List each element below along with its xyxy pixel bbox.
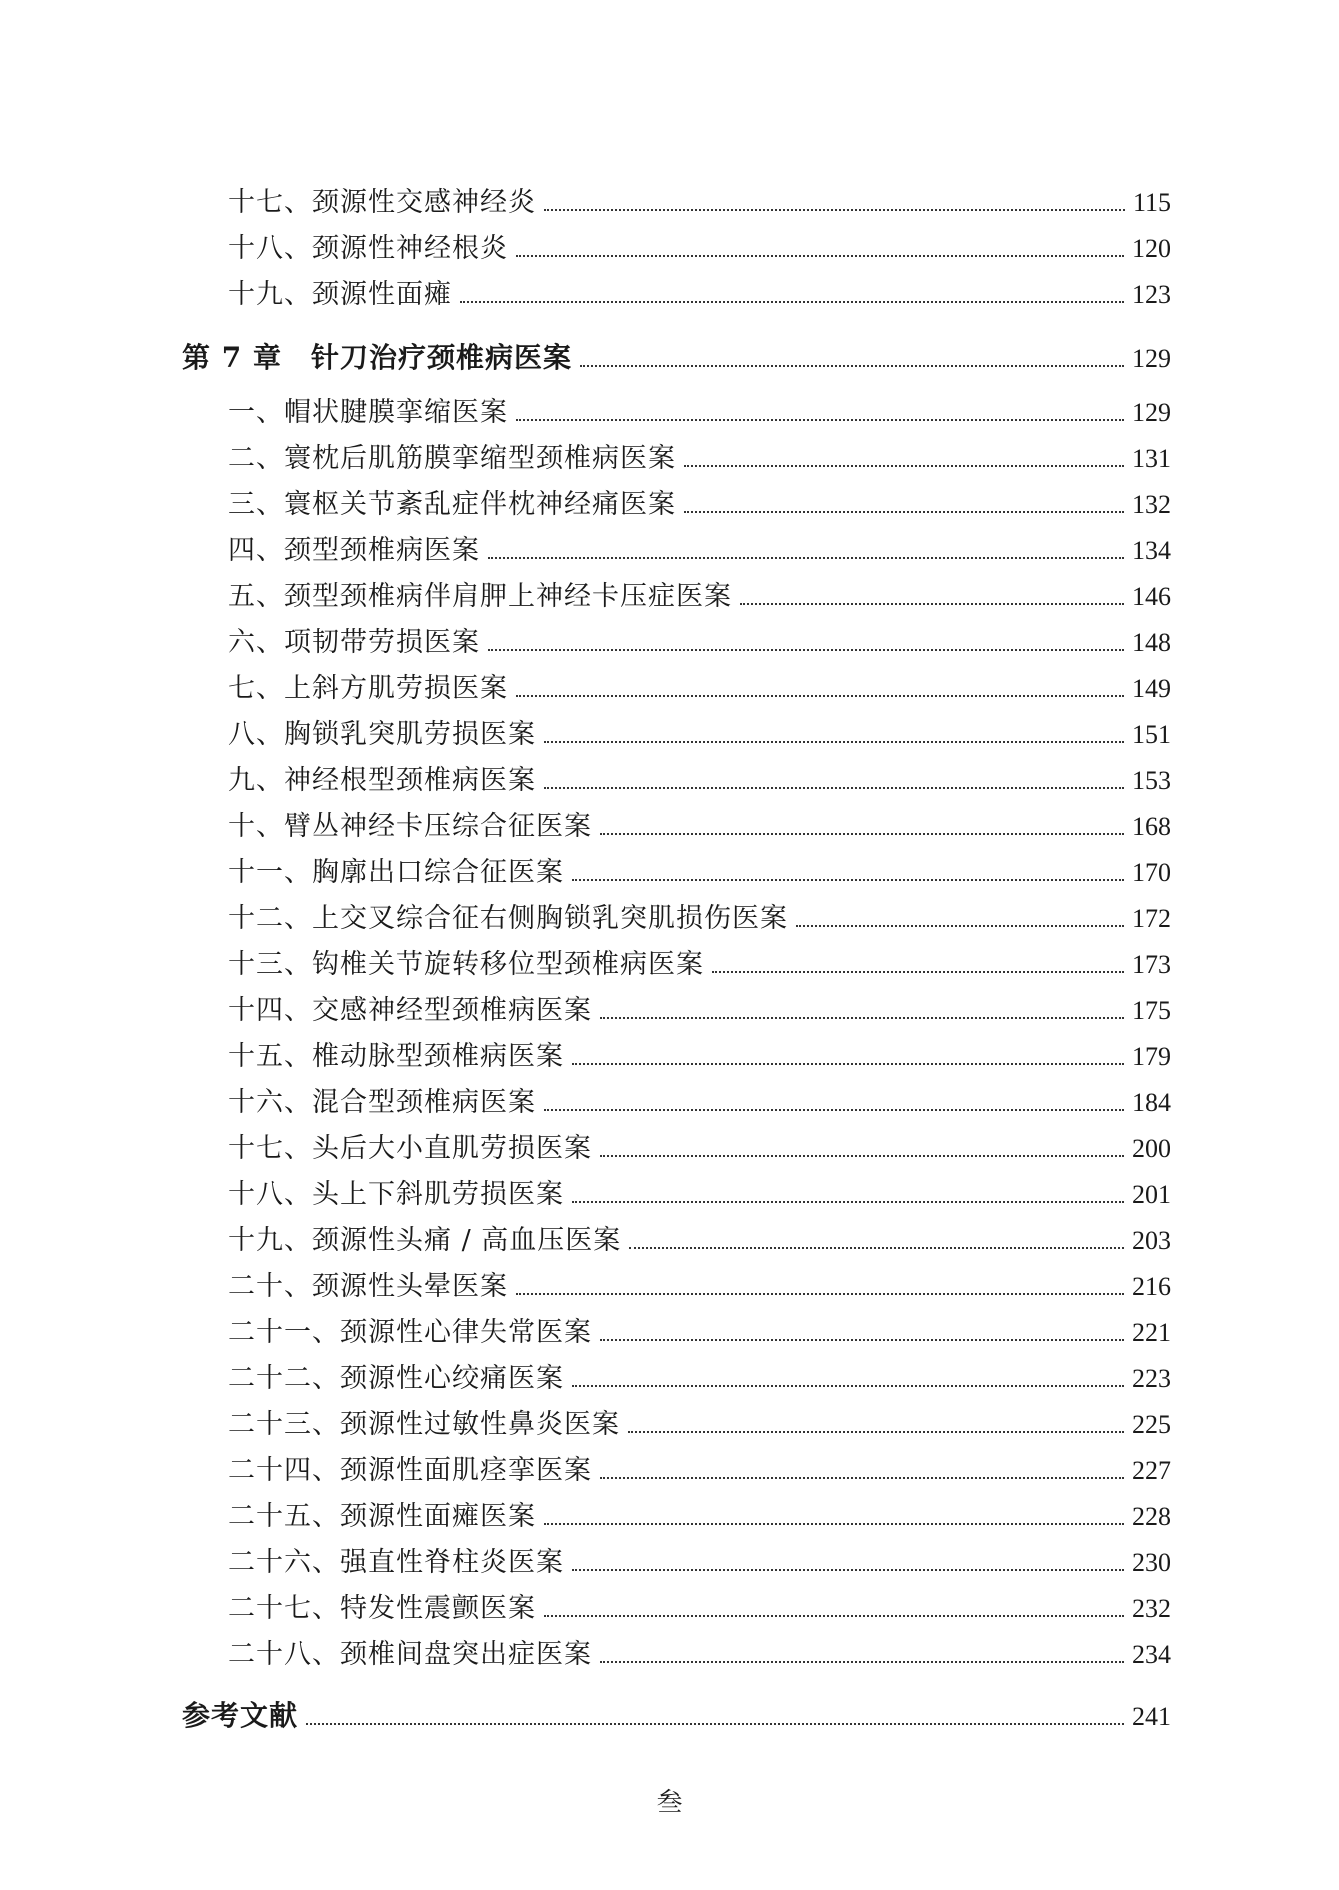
toc-entry-page: 200 [1132, 1134, 1171, 1163]
toc-entry-title: 八、胸锁乳突肌劳损医案 [228, 719, 536, 750]
references-title: 参考文献 [182, 1699, 299, 1732]
toc-entry-title: 十八、颈源性神经根炎 [228, 233, 508, 264]
toc-entry [228, 1407, 1171, 1443]
toc-entry [228, 1545, 1171, 1581]
toc-entry [228, 1637, 1171, 1673]
toc-entry [228, 185, 1171, 221]
toc-entry [228, 487, 1171, 523]
dot-leader [306, 1723, 1124, 1725]
toc-entry-title: 十、臂丛神经卡压综合征医案 [228, 811, 592, 842]
dot-leader [544, 209, 1125, 211]
toc-entry-title: 二十二、颈源性心绞痛医案 [228, 1363, 564, 1394]
toc-entry-title: 二十四、颈源性面肌痉挛医案 [228, 1455, 592, 1486]
toc-entry-page: 227 [1132, 1456, 1171, 1485]
toc-entry-title: 十九、颈源性面瘫 [228, 279, 452, 310]
toc-entry [228, 1223, 1171, 1259]
toc-entry-page: 134 [1132, 536, 1171, 565]
toc-entry-title: 六、项韧带劳损医案 [228, 627, 480, 658]
toc-entry-page: 153 [1132, 766, 1171, 795]
toc-entry-title: 十七、颈源性交感神经炎 [228, 187, 536, 218]
toc-entry [228, 1361, 1171, 1397]
toc-entry-title: 二十五、颈源性面瘫医案 [228, 1501, 536, 1532]
toc-entry-page: 203 [1132, 1226, 1171, 1255]
dot-leader [572, 1385, 1124, 1387]
toc-entry-page: 228 [1132, 1502, 1171, 1531]
toc-entry-page: 120 [1132, 234, 1171, 263]
toc-entry [228, 395, 1171, 431]
toc-entry-title: 十六、混合型颈椎病医案 [228, 1087, 536, 1118]
toc-entry [228, 231, 1171, 267]
toc-entry-title: 十九、颈源性头痛 / 高血压医案 [228, 1225, 622, 1256]
toc-entry-page: 232 [1132, 1594, 1171, 1623]
toc-entry [228, 717, 1171, 753]
dot-leader [516, 695, 1124, 697]
toc-references-heading [182, 1698, 1171, 1735]
toc-entry-page: 234 [1132, 1640, 1171, 1669]
dot-leader [572, 1063, 1124, 1065]
toc-entry [228, 855, 1171, 891]
toc-entry-title: 二十六、强直性脊柱炎医案 [228, 1547, 564, 1578]
references-page: 241 [1132, 1702, 1171, 1731]
toc-entry-page: 230 [1132, 1548, 1171, 1577]
dot-leader [544, 787, 1124, 789]
toc-entry-title: 四、颈型颈椎病医案 [228, 535, 480, 566]
toc-entry-title: 二十一、颈源性心律失常医案 [228, 1317, 592, 1348]
toc-entry-page: 225 [1132, 1410, 1171, 1439]
toc-entry-title: 十八、头上下斜肌劳损医案 [228, 1179, 564, 1210]
toc-entry-title: 十四、交感神经型颈椎病医案 [228, 995, 592, 1026]
toc-entry-title: 七、上斜方肌劳损医案 [228, 673, 508, 704]
toc-entry-page: 173 [1132, 950, 1171, 979]
toc-entry-title: 十三、钩椎关节旋转移位型颈椎病医案 [228, 949, 704, 980]
toc-chapter-heading [182, 340, 1171, 377]
toc-entry-title: 十二、上交叉综合征右侧胸锁乳突肌损伤医案 [228, 903, 788, 934]
dot-leader [580, 365, 1124, 367]
dot-leader [600, 1155, 1124, 1157]
toc-entry-title: 二十三、颈源性过敏性鼻炎医案 [228, 1409, 620, 1440]
dot-leader [600, 1017, 1124, 1019]
chapter-title: 第 7 章 针刀治疗颈椎病医案 [182, 341, 572, 374]
dot-leader [544, 741, 1124, 743]
dot-leader [572, 1201, 1124, 1203]
toc-entry-page: 131 [1132, 444, 1171, 473]
toc-entry-title: 十五、椎动脉型颈椎病医案 [228, 1041, 564, 1072]
toc-entry [228, 441, 1171, 477]
dot-leader [516, 255, 1124, 257]
dot-leader [488, 649, 1124, 651]
toc-entry-page: 216 [1132, 1272, 1171, 1301]
toc-entry [228, 1453, 1171, 1489]
dot-leader [629, 1247, 1124, 1249]
dot-leader [544, 1109, 1124, 1111]
dot-leader [544, 1523, 1124, 1525]
toc-entry-title: 二十、颈源性头晕医案 [228, 1271, 508, 1302]
toc-entry-title: 一、帽状腱膜挛缩医案 [228, 397, 508, 428]
dot-leader [572, 1569, 1124, 1571]
dot-leader [712, 971, 1124, 973]
toc-entry-page: 221 [1132, 1318, 1171, 1347]
dot-leader [684, 511, 1124, 513]
toc-entry [228, 1177, 1171, 1213]
dot-leader [460, 301, 1124, 303]
toc-entry-page: 201 [1132, 1180, 1171, 1209]
toc-entry [228, 533, 1171, 569]
dot-leader [796, 925, 1124, 927]
toc-entry [228, 1591, 1171, 1627]
toc-entry [228, 947, 1171, 983]
dot-leader [544, 1615, 1124, 1617]
toc-entry-title: 二十七、特发性震颤医案 [228, 1593, 536, 1624]
toc-entry [228, 277, 1171, 313]
dot-leader [740, 603, 1124, 605]
toc-entry-page: 184 [1132, 1088, 1171, 1117]
toc-entry-page: 132 [1132, 490, 1171, 519]
chapter-page: 129 [1132, 344, 1171, 373]
dot-leader [600, 1661, 1124, 1663]
toc-entry-page: 151 [1132, 720, 1171, 749]
toc-entry [228, 1499, 1171, 1535]
toc-entry [228, 763, 1171, 799]
toc-entry [228, 579, 1171, 615]
toc-entry-page: 223 [1132, 1364, 1171, 1393]
dot-leader [488, 557, 1124, 559]
toc-entry [228, 625, 1171, 661]
toc-entry [228, 1039, 1171, 1075]
toc-entry-page: 175 [1132, 996, 1171, 1025]
toc-entry-title: 三、寰枢关节紊乱症伴枕神经痛医案 [228, 489, 676, 520]
toc-entry-title: 九、神经根型颈椎病医案 [228, 765, 536, 796]
toc-entry-title: 五、颈型颈椎病伴肩胛上神经卡压症医案 [228, 581, 732, 612]
toc-entry-page: 123 [1132, 280, 1171, 309]
toc-entry-page: 170 [1132, 858, 1171, 887]
toc-entry-title: 十一、胸廓出口综合征医案 [228, 857, 564, 888]
toc-entry [228, 1131, 1171, 1167]
toc-entry [228, 901, 1171, 937]
dot-leader [600, 833, 1124, 835]
toc-entry-page: 146 [1132, 582, 1171, 611]
toc-entry [228, 993, 1171, 1029]
dot-leader [516, 1293, 1124, 1295]
toc-entry-title: 二十八、颈椎间盘突出症医案 [228, 1639, 592, 1670]
toc-entry [228, 671, 1171, 707]
toc-entry-page: 179 [1132, 1042, 1171, 1071]
toc-entry-title: 二、寰枕后肌筋膜挛缩型颈椎病医案 [228, 443, 676, 474]
toc-entry-page: 148 [1132, 628, 1171, 657]
dot-leader [628, 1431, 1124, 1433]
page-number: 叁 [656, 1788, 683, 1818]
toc-entry-page: 129 [1132, 398, 1171, 427]
dot-leader [600, 1477, 1124, 1479]
dot-leader [684, 465, 1124, 467]
toc-entry-page: 115 [1132, 188, 1171, 217]
toc-entry [228, 1315, 1171, 1351]
dot-leader [516, 419, 1124, 421]
toc-entry-page: 172 [1132, 904, 1171, 933]
dot-leader [600, 1339, 1124, 1341]
toc-entry [228, 1269, 1171, 1305]
toc-entry-page: 168 [1132, 812, 1171, 841]
toc-entry [228, 809, 1171, 845]
toc-entry-title: 十七、头后大小直肌劳损医案 [228, 1133, 592, 1164]
toc-entry-page: 149 [1132, 674, 1171, 703]
toc-entry [228, 1085, 1171, 1121]
dot-leader [572, 879, 1124, 881]
